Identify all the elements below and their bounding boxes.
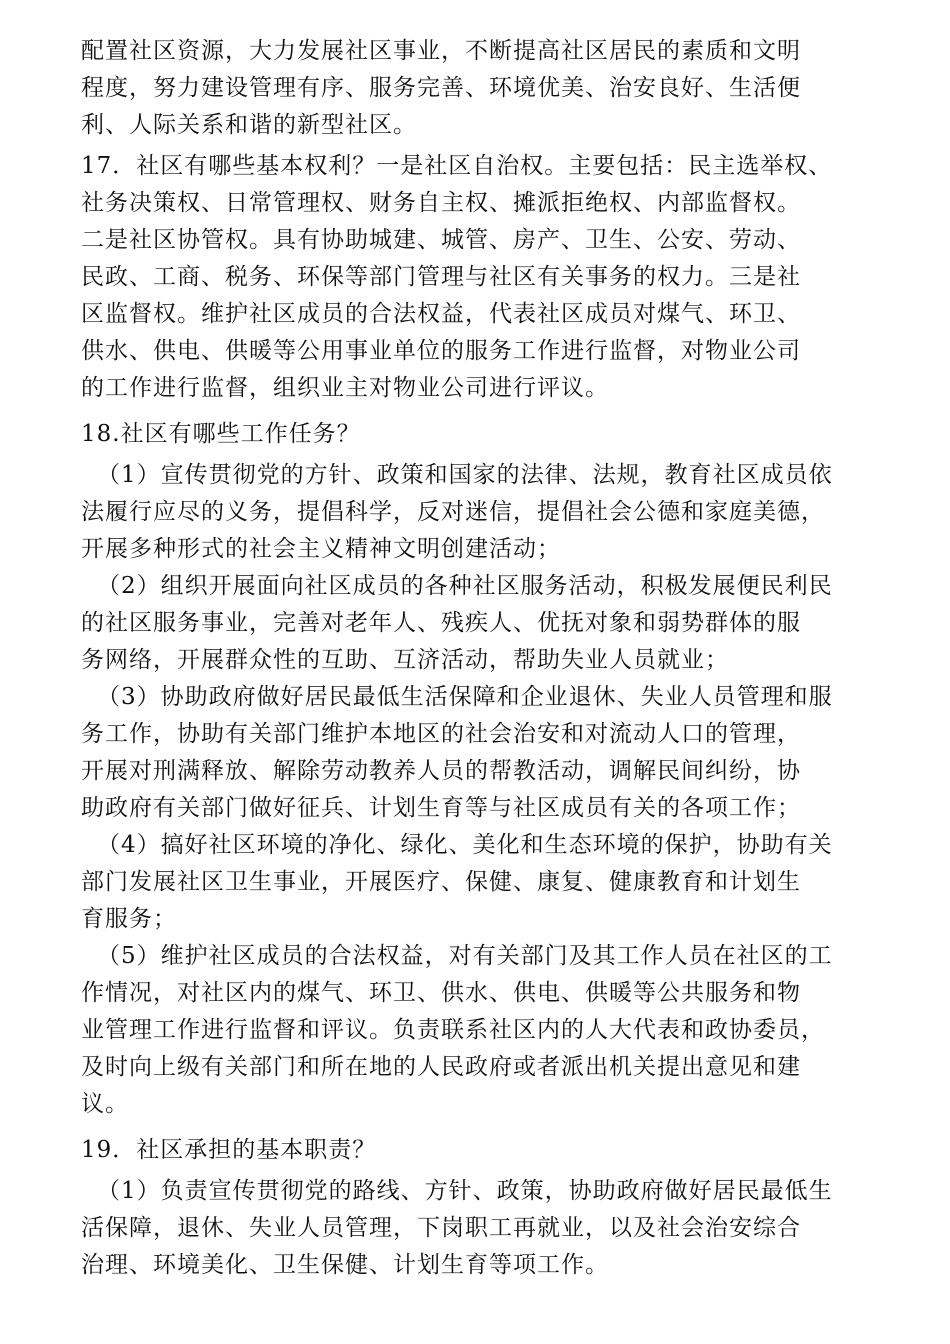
list-item-line: （2）组织开展面向社区成员的各种社区服务活动，积极发展便民利民: [97, 573, 833, 599]
text-line: 二是社区协管权。具有协助城建、城管、房产、卫生、公安、劳动、: [81, 227, 801, 253]
text-line: 助政府有关部门做好征兵、计划生育等与社区成员有关的各项工作；: [81, 795, 801, 821]
question-heading: 19．社区承担的基本职责？: [81, 1137, 377, 1163]
text-line: 开展对刑满释放、解除劳动教养人员的帮教活动，调解民间纠纷，协: [81, 758, 801, 784]
text-line: 社务决策权、日常管理权、财务自主权、摊派拒绝权、内部监督权。: [81, 190, 801, 216]
text-line: 法履行应尽的义务，提倡科学，反对迷信，提倡社会公德和家庭美德，: [81, 499, 825, 525]
list-item-line: （5）维护社区成员的合法权益，对有关部门及其工作人员在社区的工: [97, 943, 833, 969]
list-item-line: （3）协助政府做好居民最低生活保障和企业退休、失业人员管理和服: [97, 684, 833, 710]
text-line: 活保障，退休、失业人员管理，下岗职工再就业，以及社会治安综合: [81, 1215, 801, 1241]
text-line: 务工作，协助有关部门维护本地区的社会治安和对流动人口的管理，: [81, 721, 801, 747]
text-line: 的工作进行监督，组织业主对物业公司进行评议。: [81, 375, 609, 401]
text-line: 业管理工作进行监督和评议。负责联系社区内的人大代表和政协委员，: [81, 1017, 825, 1043]
text-line: 育服务；: [81, 906, 177, 932]
text-line: 部门发展社区卫生事业，开展医疗、保健、康复、健康教育和计划生: [81, 869, 801, 895]
text-line: 程度，努力建设管理有序、服务完善、环境优美、治安良好、生活便: [81, 75, 801, 101]
text-line: 供水、供电、供暖等公用事业单位的服务工作进行监督，对物业公司: [81, 338, 801, 364]
text-line: 17．社区有哪些基本权利？一是社区自治权。主要包括：民主选举权、: [81, 153, 833, 179]
list-item-line: （4）搞好社区环境的净化、绿化、美化和生态环境的保护，协助有关: [97, 832, 833, 858]
text-line: 利、人际关系和谐的新型社区。: [81, 112, 417, 138]
text-line: 作情况，对社区内的煤气、环卫、供水、供电、供暖等公共服务和物: [81, 980, 801, 1006]
text-line: 配置社区资源，大力发展社区事业，不断提高社区居民的素质和文明: [81, 38, 801, 64]
text-line: 治理、环境美化、卫生保健、计划生育等项工作。: [81, 1252, 609, 1278]
text-line: 民政、工商、税务、环保等部门管理与社区有关事务的权力。三是社: [81, 264, 801, 290]
text-line: 务网络，开展群众性的互助、互济活动，帮助失业人员就业；: [81, 647, 729, 673]
text-line: 的社区服务事业，完善对老年人、残疾人、优抚对象和弱势群体的服: [81, 610, 801, 636]
text-line: 议。: [81, 1091, 129, 1117]
text-line: 开展多种形式的社会主义精神文明创建活动；: [81, 536, 561, 562]
text-line: 及时向上级有关部门和所在地的人民政府或者派出机关提出意见和建: [81, 1054, 801, 1080]
list-item-line: （1）负责宣传贯彻党的路线、方针、政策，协助政府做好居民最低生: [97, 1178, 833, 1204]
text-line: 区监督权。维护社区成员的合法权益，代表社区成员对煤气、环卫、: [81, 301, 801, 327]
question-heading: 18.社区有哪些工作任务？: [81, 421, 361, 447]
list-item-line: （1）宣传贯彻党的方针、政策和国家的法律、法规，教育社区成员依: [97, 462, 833, 488]
